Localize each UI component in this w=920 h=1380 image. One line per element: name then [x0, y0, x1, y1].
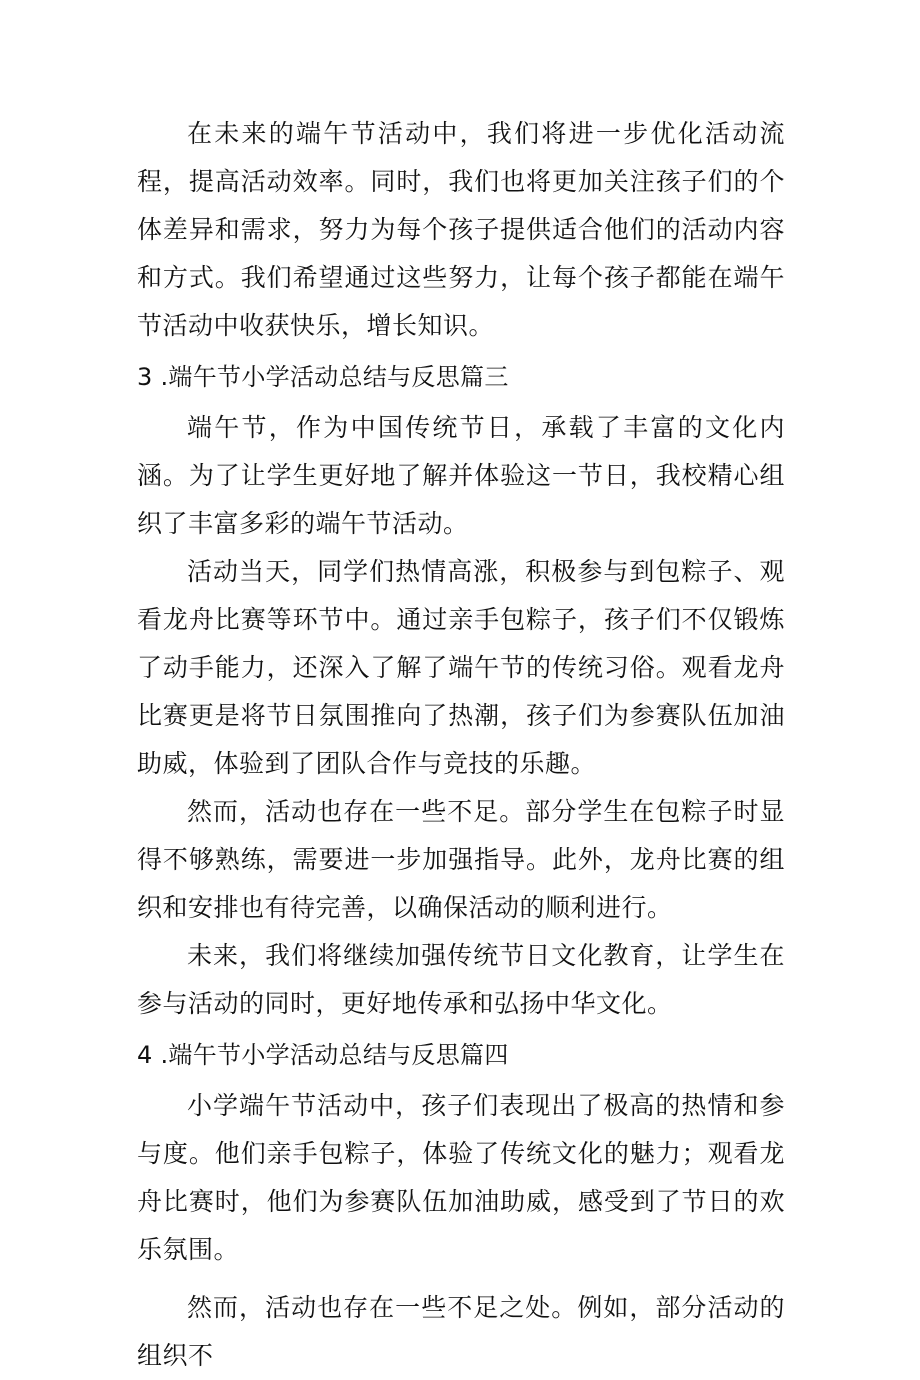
paragraph-future-plans: 在未来的端午节活动中，我们将进一步优化活动流程，提高活动效率。同时，我们也将更加关注孩子们的个体差异和需求，努力为每个孩子提供适合他们的活动内容和方式。我们希望通过这些努力，让每个孩子都能在端午节活动中收获快乐，增长知识。 — [137, 119, 785, 340]
paragraph-intro: 端午节，作为中国传统节日，承载了丰富的文化内涵。为了让学生更好地了解并体验这一节日，我校精心组织了丰富多彩的端午节活动。 — [137, 413, 785, 538]
paragraph-outlook: 未来，我们将继续加强传统节日文化教育，让学生在参与活动的同时，更好地传承和弘扬中华文化。 — [137, 941, 785, 1018]
paragraph-activity-day: 活动当天，同学们热情高涨，积极参与到包粽子、观看龙舟比赛等环节中。通过亲手包粽子，孩子们不仅锻炼了动手能力，还深入了解了端午节的传统习俗。观看龙舟比赛更是将节日氛围推向了热潮，孩子们为参赛队伍加油助威，体验到了团队合作与竞技的乐趣。 — [137, 557, 785, 778]
paragraph-shortcomings: 然而，活动也存在一些不足。部分学生在包粽子时显得不够熟练，需要进一步加强指导。此外，龙舟比赛的组织和安排也有待完善，以确保活动的顺利进行。 — [137, 797, 785, 922]
section-heading-4: 4 .端午节小学活动总结与反思篇四 — [137, 1041, 509, 1069]
paragraph-deficiencies: 然而，活动也存在一些不足之处。例如，部分活动的组织不 — [137, 1293, 785, 1370]
document-body — [137, 110, 785, 1380]
paragraph-participation: 小学端午节活动中，孩子们表现出了极高的热情和参与度。他们亲手包粽子，体验了传统文化的魅力；观看龙舟比赛时，他们为参赛队伍加油助威，感受到了节日的欢乐氛围。 — [137, 1091, 785, 1264]
section-heading-3: 3 .端午节小学活动总结与反思篇三 — [137, 363, 509, 391]
